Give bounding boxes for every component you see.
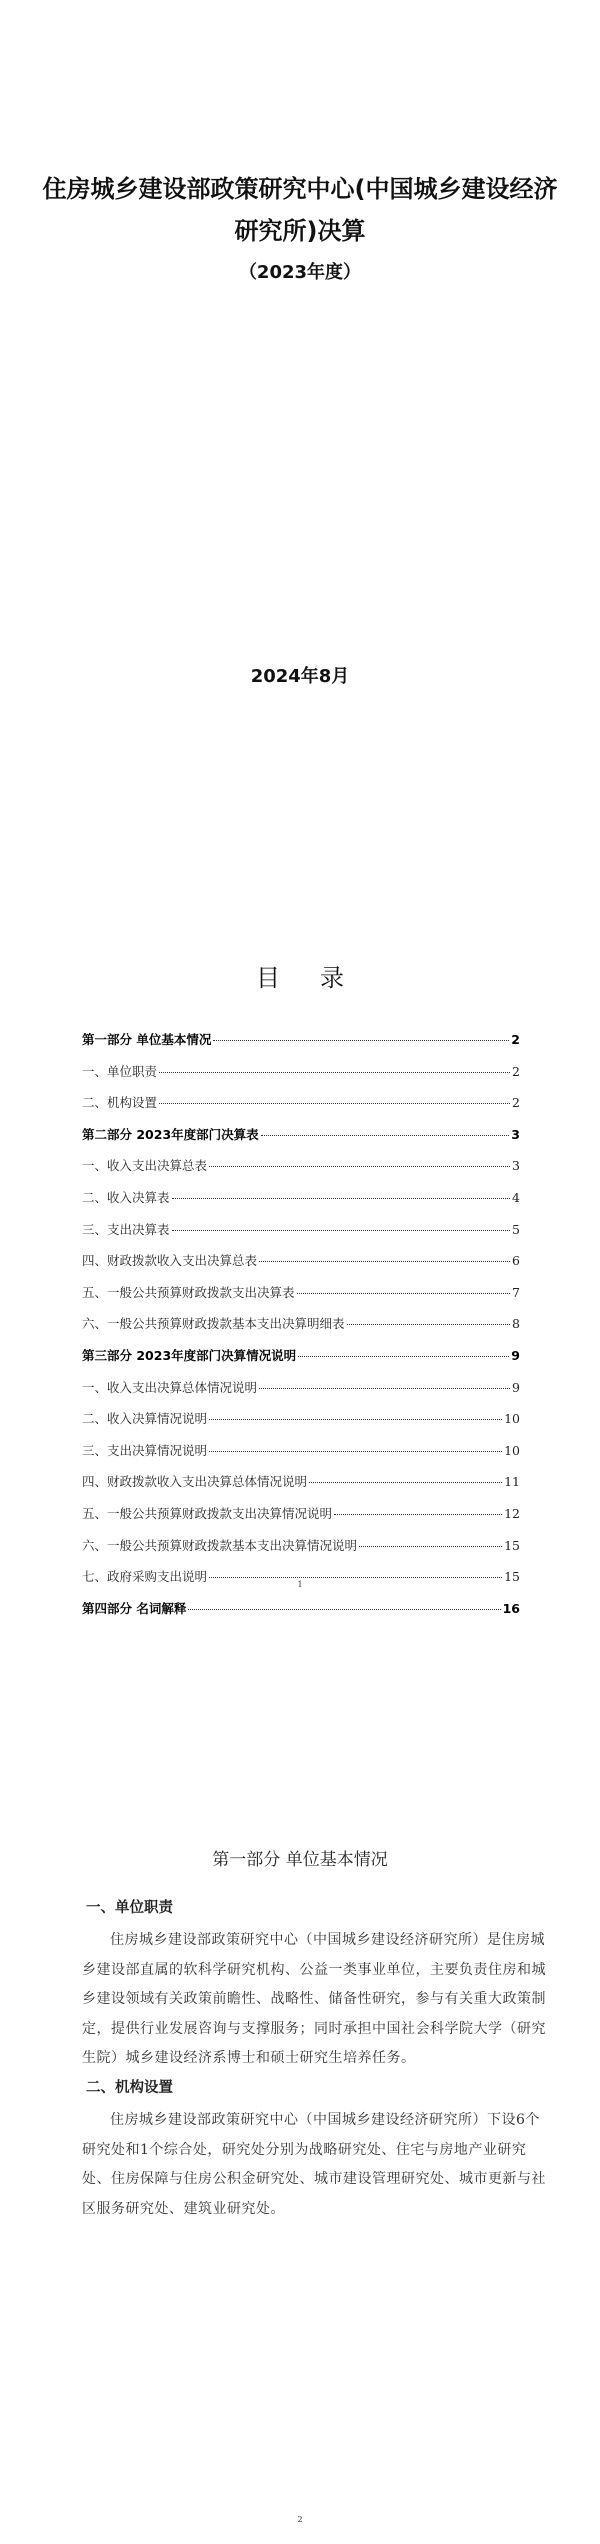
toc-entry-page: 15 bbox=[504, 1537, 520, 1553]
toc-entry[interactable] bbox=[82, 1378, 520, 1410]
toc-entry-page: 2 bbox=[512, 1063, 520, 1079]
toc-entry-title: 五、一般公共预算财政拨款支出决算表 bbox=[82, 1284, 295, 1300]
toc-entry-page: 16 bbox=[502, 1600, 520, 1616]
toc-leader-dots bbox=[334, 1514, 502, 1515]
toc-entry[interactable] bbox=[82, 1441, 520, 1473]
toc-entry[interactable] bbox=[82, 1251, 520, 1283]
toc-entry-title: 五、一般公共预算财政拨款支出决算情况说明 bbox=[82, 1505, 333, 1521]
toc-leader-dots bbox=[209, 1451, 502, 1452]
toc-entry[interactable] bbox=[82, 1156, 520, 1188]
toc-leader-dots bbox=[298, 1356, 509, 1357]
toc-entry-page: 9 bbox=[512, 1379, 520, 1395]
page-number: 1 bbox=[297, 1580, 303, 1589]
toc-entry-page: 4 bbox=[512, 1189, 520, 1205]
toc-leader-dots bbox=[259, 1261, 510, 1262]
toc-leader-dots bbox=[172, 1230, 511, 1231]
toc-leader-dots bbox=[297, 1293, 511, 1294]
table-of-contents bbox=[82, 1030, 520, 1630]
toc-entry-page: 6 bbox=[512, 1253, 520, 1269]
toc-entry[interactable] bbox=[82, 1188, 520, 1220]
toc-entry-page: 5 bbox=[512, 1221, 520, 1237]
toc-entry[interactable] bbox=[82, 1030, 520, 1062]
cover-title: 住房城乡建设部政策研究中心(中国城乡建设经济研究所)决算 bbox=[42, 175, 558, 245]
toc-entry[interactable] bbox=[82, 1599, 520, 1631]
toc-entry-title: 第四部分 名词解释 bbox=[82, 1600, 187, 1616]
toc-entry[interactable] bbox=[82, 1504, 520, 1536]
toc-leader-dots bbox=[347, 1324, 511, 1325]
toc-entry-title: 二、机构设置 bbox=[82, 1095, 158, 1111]
toc-entry-title: 六、一般公共预算财政拨款基本支出决算情况说明 bbox=[82, 1537, 358, 1553]
toc-entry[interactable] bbox=[82, 1125, 520, 1157]
toc-entry-page: 15 bbox=[504, 1569, 520, 1585]
paragraph-duties: 住房城乡建设部政策研究中心（中国城乡建设经济研究所）是住房城乡建设部直属的软科学研究机构、公益一类事业单位，主要负责住房和城乡建设领域有关政策前瞻性、战略性、储备性研究，参与有关重大政策制定，提供行业发展咨询与支撑服务；同时承担中国社会科学院大学（研究生院）城乡建设经济系博士和硕士研究生培养任务。 bbox=[82, 1932, 546, 2066]
toc-entry-page: 2 bbox=[512, 1095, 520, 1111]
cover-date: 2024年8月 bbox=[250, 666, 350, 687]
cover-year: （2023年度） bbox=[238, 262, 362, 283]
toc-heading: 目录 bbox=[256, 964, 384, 992]
toc-entry-page: 9 bbox=[511, 1347, 520, 1363]
toc-entry-page: 2 bbox=[511, 1032, 520, 1047]
toc-entry-page: 3 bbox=[512, 1158, 520, 1174]
toc-entry-page: 12 bbox=[504, 1505, 520, 1521]
toc-entry-page: 11 bbox=[504, 1474, 520, 1490]
toc-leader-dots bbox=[213, 1040, 509, 1041]
toc-entry-title: 六、一般公共预算财政拨款基本支出决算明细表 bbox=[82, 1316, 345, 1332]
section-title-organization: 二、机构设置 bbox=[86, 2080, 173, 2096]
toc-entry-title: 三、支出决算情况说明 bbox=[82, 1442, 208, 1458]
toc-entry-title: 二、收入决算表 bbox=[82, 1189, 170, 1205]
page-number: 2 bbox=[297, 2515, 303, 2524]
toc-entry-page: 10 bbox=[504, 1442, 520, 1458]
toc-entry-title: 四、财政拨款收入支出决算总体情况说明 bbox=[82, 1474, 308, 1490]
toc-entry-page: 8 bbox=[512, 1316, 520, 1332]
toc-entry-title: 一、收入支出决算总表 bbox=[82, 1158, 208, 1174]
toc-leader-dots bbox=[309, 1482, 502, 1483]
toc-leader-dots bbox=[209, 1577, 502, 1578]
toc-entry-page: 7 bbox=[512, 1284, 520, 1300]
toc-leader-dots bbox=[159, 1072, 510, 1073]
toc-leader-dots bbox=[188, 1609, 500, 1610]
toc-leader-dots bbox=[261, 1135, 510, 1136]
toc-leader-dots bbox=[209, 1166, 510, 1167]
toc-entry[interactable] bbox=[82, 1536, 520, 1568]
toc-entry-title: 第一部分 单位基本情况 bbox=[82, 1032, 212, 1047]
toc-entry-title: 四、财政拨款收入支出决算总表 bbox=[82, 1253, 258, 1269]
toc-entry-title: 三、支出决算表 bbox=[82, 1221, 170, 1237]
toc-entry[interactable] bbox=[82, 1472, 520, 1504]
toc-entry[interactable] bbox=[82, 1346, 520, 1378]
paragraph-organization: 住房城乡建设部政策研究中心（中国城乡建设经济研究所）下设6个研究处和1个综合处，研究处分别为战略研究处、住宅与房地产业研究处、住房保障与住房公积金研究处、城市建设管理研究处、城市更新与社区服务研究处、建筑业研究处。 bbox=[82, 2112, 546, 2217]
toc-entry[interactable] bbox=[82, 1283, 520, 1315]
toc-leader-dots bbox=[209, 1419, 502, 1420]
toc-entry[interactable] bbox=[82, 1062, 520, 1094]
toc-entry-title: 一、单位职责 bbox=[82, 1063, 158, 1079]
toc-entry-title: 第三部分 2023年度部门决算情况说明 bbox=[82, 1347, 297, 1363]
toc-entry-title: 二、收入决算情况说明 bbox=[82, 1411, 208, 1427]
toc-leader-dots bbox=[259, 1388, 510, 1389]
part-heading: 第一部分 单位基本情况 bbox=[212, 1850, 388, 1870]
toc-entry-title: 一、收入支出决算总体情况说明 bbox=[82, 1379, 258, 1395]
toc-leader-dots bbox=[159, 1103, 510, 1104]
toc-entry-title: 七、政府采购支出说明 bbox=[82, 1569, 208, 1585]
toc-entry[interactable] bbox=[82, 1314, 520, 1346]
section-title-duties: 一、单位职责 bbox=[86, 1900, 173, 1916]
toc-entry[interactable] bbox=[82, 1409, 520, 1441]
toc-leader-dots bbox=[172, 1198, 511, 1199]
toc-entry-page: 3 bbox=[511, 1126, 520, 1142]
toc-entry-page: 10 bbox=[504, 1411, 520, 1427]
toc-entry-title: 第二部分 2023年度部门决算表 bbox=[82, 1126, 259, 1142]
toc-entry[interactable] bbox=[82, 1220, 520, 1252]
toc-leader-dots bbox=[359, 1546, 502, 1547]
toc-entry[interactable] bbox=[82, 1093, 520, 1125]
